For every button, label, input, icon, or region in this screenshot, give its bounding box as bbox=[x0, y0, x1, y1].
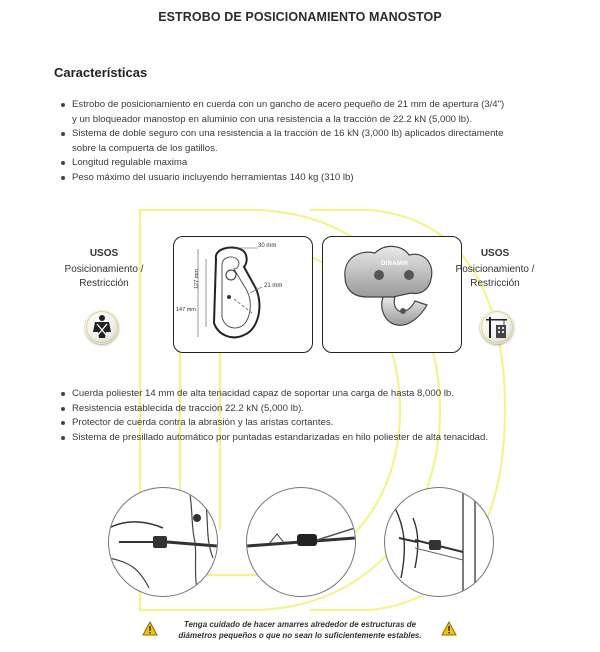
hook-diagram bbox=[173, 236, 313, 353]
usos-line: Restricción bbox=[470, 278, 520, 289]
features-list-top bbox=[60, 98, 550, 186]
brand-label: DINAMIK bbox=[381, 261, 409, 267]
usos-line: Posicionamiento / bbox=[64, 264, 144, 275]
list-item: Cuerda poliester 14 mm de alta tenacidad capaz de soportar una carga de hasta 8,000 lb. bbox=[60, 387, 550, 402]
list-item: Sistema de presillado automático por puntadas estandarizadas en hilo poliester de alta tenacidad. bbox=[60, 431, 550, 446]
dimension-label: 30 mm bbox=[258, 243, 277, 249]
warning-icon bbox=[441, 621, 457, 636]
usos-line: Restricción bbox=[79, 278, 129, 289]
features-list-bottom bbox=[60, 387, 550, 445]
list-item: Estrobo de posicionamiento en cuerda con un gancho de acero pequeño de 21 mm de apertura (3/4") y un bloqueador manostop en aluminio con una resistencia a la tracción de 22.2 kN (5,000 lb). bbox=[60, 98, 550, 127]
usage-illustration-harness bbox=[108, 487, 218, 597]
list-item: Protector de cuerda contra la abrasión y las aristas cortantes. bbox=[60, 416, 550, 431]
list-item: Sistema de doble seguro con una resistencia a la tracción de 16 kN (3,000 lb) aplicados directamente sobre la compuerta de los gatillos. bbox=[60, 127, 550, 156]
usos-heading: USOS bbox=[480, 248, 510, 259]
section-title: Características bbox=[54, 65, 148, 80]
list-item: Peso máximo del usuario incluyendo herramientas 140 kg (310 lb) bbox=[60, 171, 550, 186]
crane-icon bbox=[480, 310, 514, 344]
usos-line: Posicionamiento / bbox=[455, 264, 535, 275]
warning-icon bbox=[142, 621, 158, 636]
dimension-label: 21 mm bbox=[264, 283, 283, 289]
list-item: Longitud regulable maxima bbox=[60, 156, 550, 171]
usos-right bbox=[435, 248, 555, 291]
dimension-label: 127 mm bbox=[194, 269, 200, 289]
dimension-label: 147 mm bbox=[176, 307, 196, 313]
list-item: Resistencia establecida de tracción 22.2 kN (5,000 lb). bbox=[60, 402, 550, 417]
usage-illustration-rope bbox=[246, 487, 356, 597]
page-title: ESTROBO DE POSICIONAMIENTO MANOSTOP bbox=[158, 10, 442, 24]
usage-illustration-worker bbox=[384, 487, 494, 597]
warning-text: Tenga cuidado de hacer amarres alrededor de estructuras de diámetros pequeños o que no sean lo suficientemente estables. bbox=[178, 620, 422, 640]
harness-icon bbox=[85, 310, 119, 344]
usos-left bbox=[44, 248, 164, 291]
usos-heading: USOS bbox=[89, 248, 119, 259]
